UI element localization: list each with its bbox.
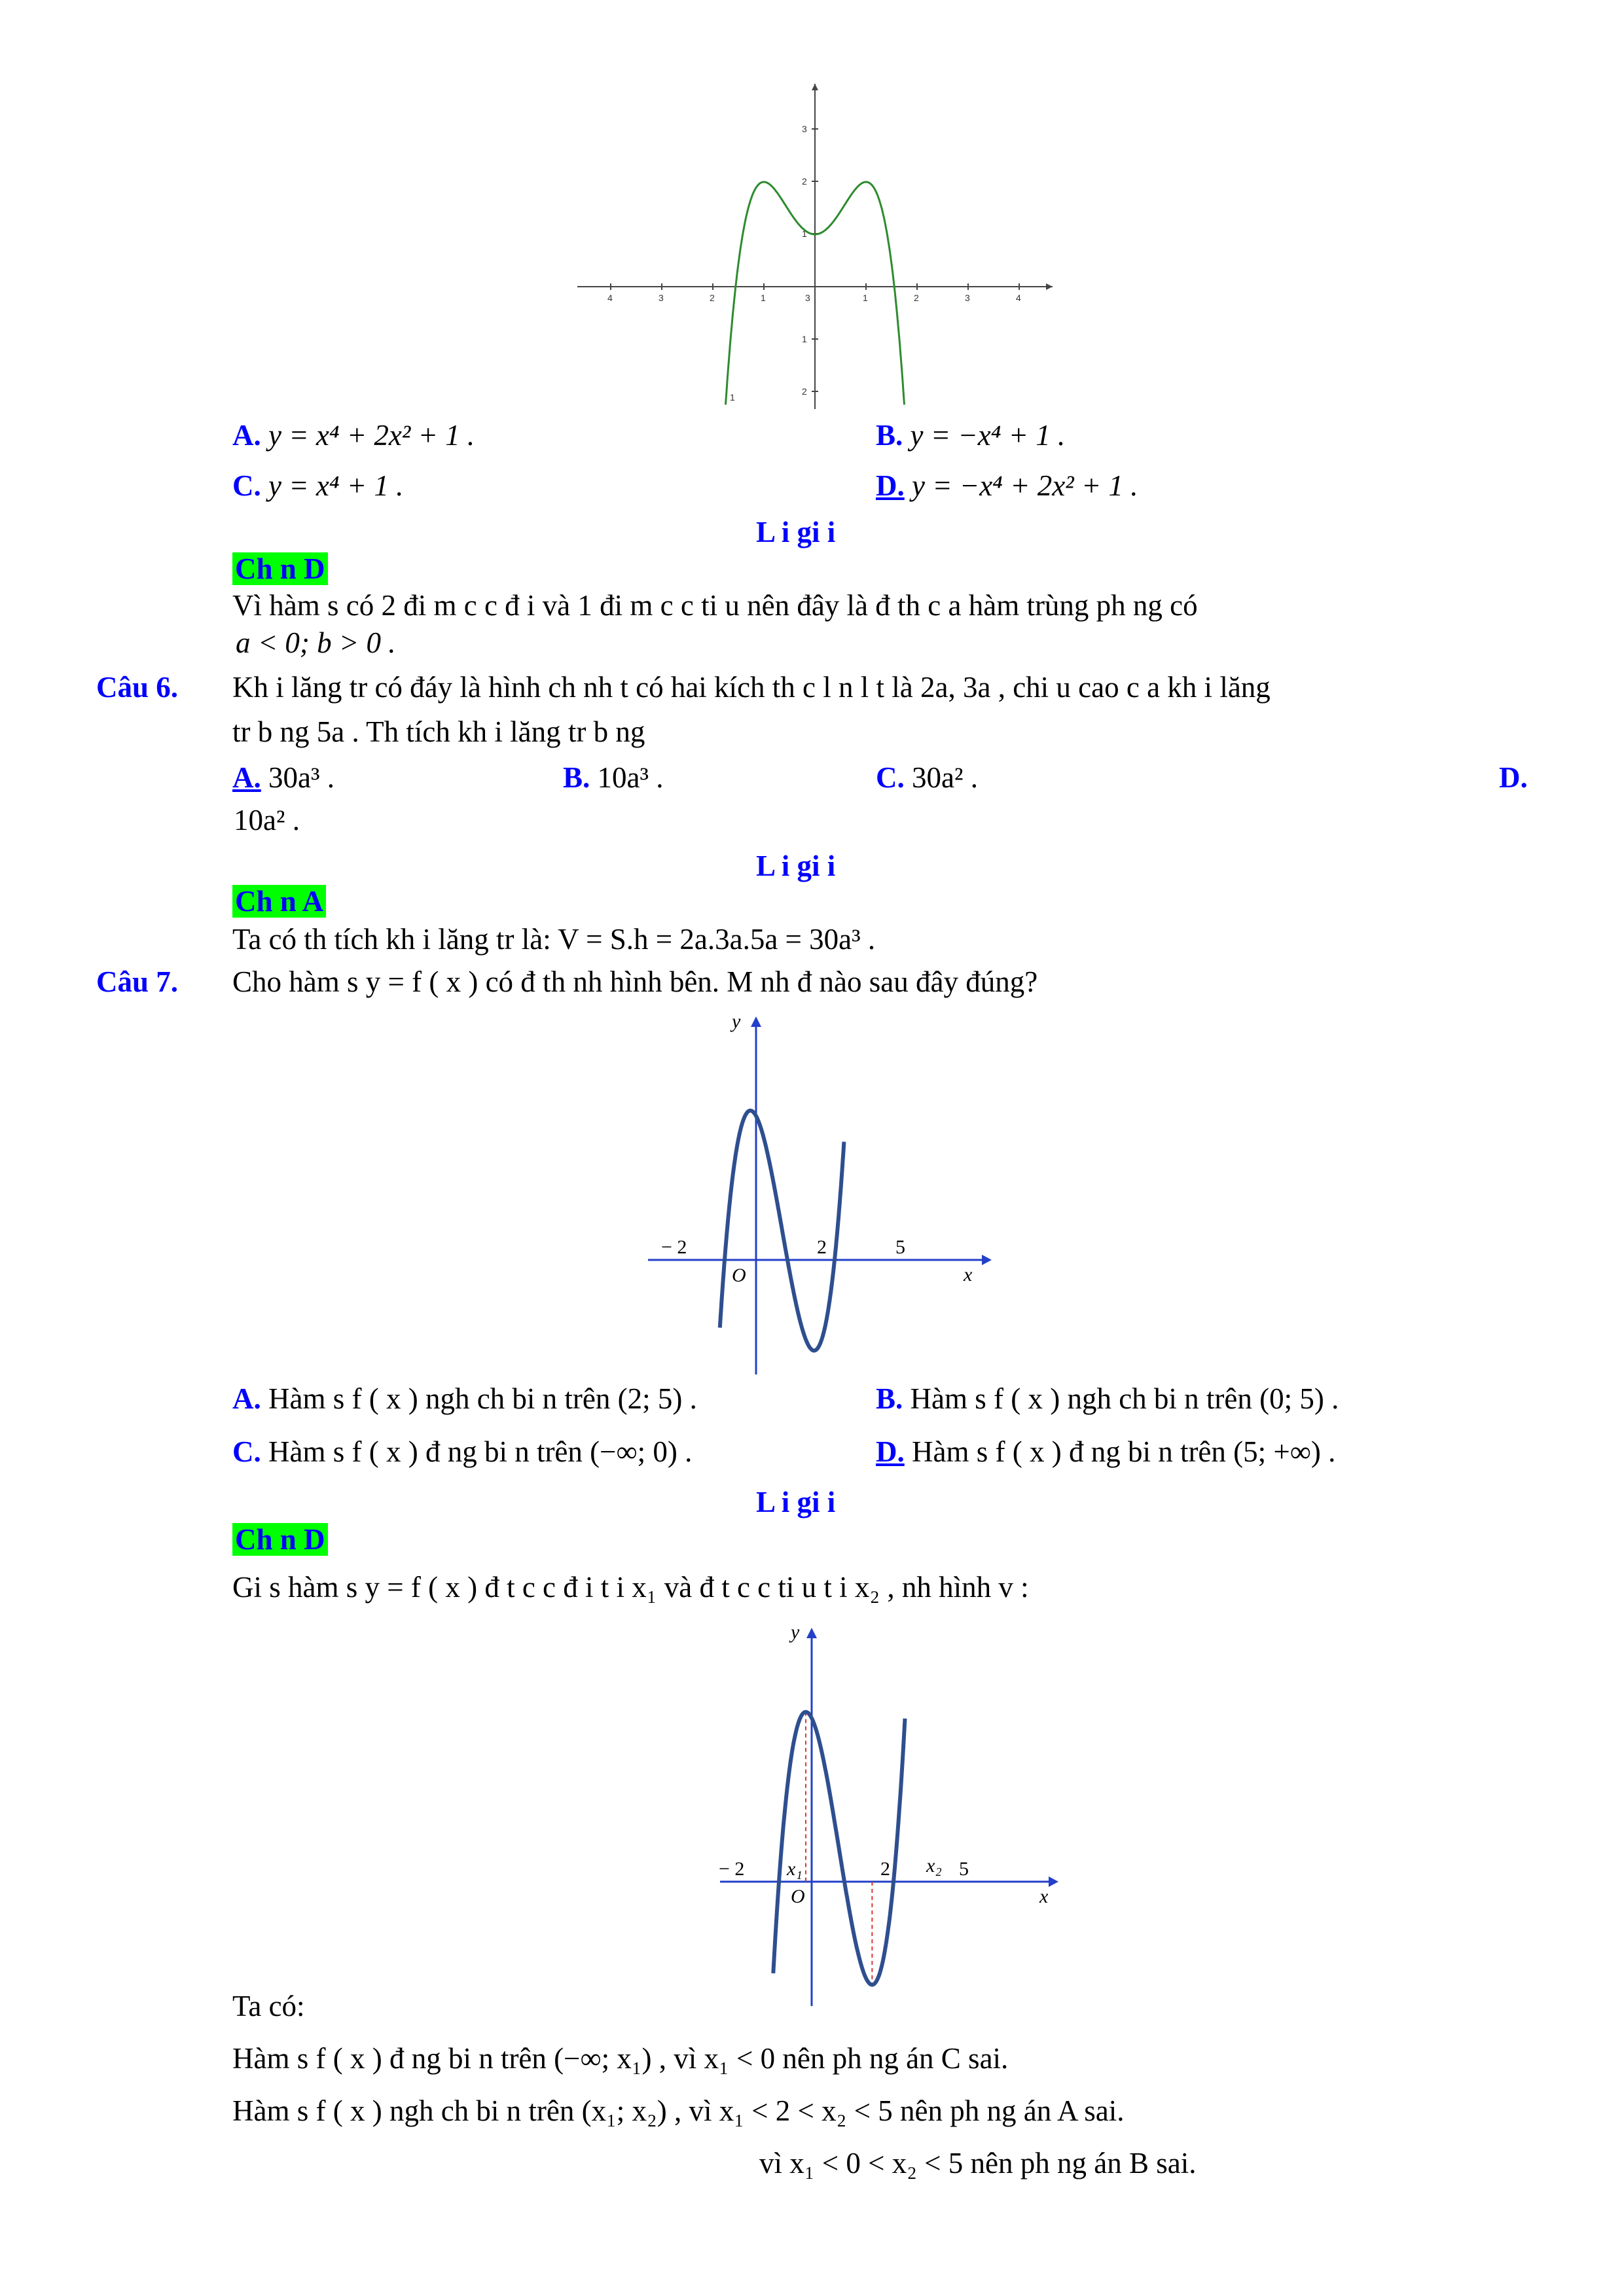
option-label: B. [876, 1382, 903, 1415]
x-tick-label: 3 [659, 293, 664, 303]
x-tick-label: 2 [710, 293, 715, 303]
q6-option-d[interactable] [1499, 761, 1528, 795]
q6-option-c[interactable] [876, 761, 978, 795]
question-text: Kh i lăng tr có đáy là hình ch nh t có hai kích th c l n l t là 2a, 3a , chi u cao c a kh i lăng [232, 671, 1271, 704]
option-label: A. [232, 419, 261, 452]
explanation-text: Gi s hàm s y = f ( x ) đ t c c đ i t i x₁ và đ t c c ti u t i x₂ , nh hình v : [232, 1571, 1029, 1604]
explanation-text: Ta có th tích kh i lăng tr là: V = S.h = 2a.3a.5a = 30a³ . [232, 923, 876, 956]
answer-choice-text: Ch n D [232, 1523, 328, 1556]
x-axis-arrow [1046, 283, 1053, 290]
explanation-text: Vì hàm s có 2 đi m c c đ i và 1 đi m c c ti u nên đây là đ th c a hàm trùng ph ng có [232, 589, 1198, 622]
option-label: C. [232, 1435, 261, 1468]
explanation-text: Hàm s f ( x ) ngh ch bi n trên (x₁; x₂) , vì x₁ < 2 < x₂ < 5 nên ph ng án A sai. [232, 2094, 1125, 2127]
solution-title: L i gi i [756, 850, 836, 882]
tick-label-2: 2 [880, 1858, 890, 1880]
x-axis-arrow [1049, 1876, 1058, 1887]
q5-option-d[interactable] [876, 469, 1138, 503]
solution-title: L i gi i [756, 516, 836, 548]
option-text: Hàm s f ( x ) đ ng bi n trên (−∞; 0) . [268, 1435, 693, 1468]
y-tick-label: 2 [802, 176, 807, 187]
x-axis-arrow [982, 1255, 992, 1265]
q7-option-b[interactable] [876, 1382, 1339, 1416]
x-tick-label: 4 [607, 293, 613, 303]
option-label: D. [1499, 761, 1528, 794]
answer-choice [232, 885, 326, 919]
tick-label-5: 5 [959, 1858, 969, 1880]
tick-label-neg2: − 2 [719, 1858, 745, 1880]
option-text: y = x⁴ + 2x² + 1 . [268, 419, 475, 452]
answer-choice [232, 552, 328, 586]
cubic-graph [641, 1011, 1008, 1378]
question-label: Câu 6. [96, 671, 179, 704]
origin-label: O [732, 1265, 746, 1286]
x-tick-label: 2 [914, 293, 919, 303]
question-text: tr b ng 5a . Th tích kh i lăng tr b ng [232, 715, 645, 748]
answer-choice-text: Ch n A [232, 885, 326, 918]
option-label: C. [876, 761, 905, 794]
x-axis-label: x [964, 1264, 973, 1285]
tick-label-2: 2 [817, 1236, 827, 1258]
x-tick-label: 1 [863, 293, 868, 303]
answer-choice-text: Ch n D [232, 552, 328, 585]
q5-option-a[interactable] [232, 419, 475, 453]
explanation-text: vì x₁ < 0 < x₂ < 5 nên ph ng án B sai. [759, 2147, 1197, 2179]
y-tick-label: 3 [802, 124, 807, 134]
question-label: Câu 7. [96, 965, 179, 998]
option-text: Hàm s f ( x ) ngh ch bi n trên (2; 5) . [268, 1382, 697, 1415]
q6-option-d-text: 10a² . [234, 804, 300, 836]
y-tick-label: 1 [802, 334, 807, 344]
option-text: y = −x⁴ + 2x² + 1 . [912, 469, 1138, 502]
explanation-text: Ta có: [232, 1990, 305, 2022]
explanation-text: Hàm s f ( x ) đ ng bi n trên (−∞; x₁) , vì x₁ < 0 nên ph ng án C sai. [232, 2042, 1009, 2075]
solution-title: L i gi i [756, 1486, 836, 1518]
y-axis-label: y [791, 1621, 800, 1643]
option-text: y = x⁴ + 1 . [268, 469, 404, 502]
cubic-curve [773, 1712, 905, 1985]
option-text: 30a³ . [268, 761, 334, 794]
x-tick-label: 3 [965, 293, 970, 303]
tick-label-x1: x₁ [787, 1858, 803, 1880]
quartic-graph [569, 79, 1067, 419]
option-label: B. [563, 761, 590, 794]
option-text: y = −x⁴ + 1 . [910, 419, 1066, 452]
explanation-text: a < 0; b > 0 . [236, 626, 396, 659]
option-label: B. [876, 419, 903, 452]
tick-label-x2: x₂ [926, 1855, 942, 1876]
q7-option-c[interactable] [232, 1435, 692, 1469]
x-tick-label: 1 [761, 293, 766, 303]
option-label: A. [232, 761, 261, 794]
origin-tick-label: 3 [805, 293, 810, 303]
tick-label-neg2: − 2 [661, 1236, 687, 1258]
y-tick-label: 2 [802, 386, 807, 397]
corner-label: 1 [730, 392, 735, 403]
x-tick-label: 4 [1016, 293, 1021, 303]
cubic-curve [720, 1111, 844, 1351]
y-axis-label: y [732, 1011, 741, 1032]
option-label: A. [232, 1382, 261, 1415]
option-label: C. [232, 469, 261, 502]
q5-option-c[interactable] [232, 469, 403, 503]
q5-option-b[interactable] [876, 419, 1065, 453]
option-text: Hàm s f ( x ) đ ng bi n trên (5; +∞) . [912, 1435, 1336, 1468]
y-tick-label: 1 [802, 228, 807, 239]
origin-label: O [791, 1886, 805, 1907]
option-text: Hàm s f ( x ) ngh ch bi n trên (0; 5) . [910, 1382, 1339, 1415]
y-axis-arrow [812, 84, 818, 90]
question-text: Cho hàm s y = f ( x ) có đ th nh hình bên. M nh đ nào sau đây đúng? [232, 965, 1038, 998]
y-axis-arrow [751, 1016, 761, 1027]
tick-label-5: 5 [895, 1236, 905, 1258]
q6-option-a[interactable] [232, 761, 334, 795]
y-axis-arrow [806, 1628, 817, 1638]
option-label: D. [876, 469, 905, 502]
option-label: D. [876, 1435, 905, 1468]
q7-option-a[interactable] [232, 1382, 697, 1416]
answer-choice [232, 1523, 328, 1557]
q7-option-d[interactable] [876, 1435, 1335, 1469]
x-axis-label: x [1039, 1886, 1049, 1907]
option-text: 30a² . [912, 761, 978, 794]
q6-option-b[interactable] [563, 761, 663, 795]
cubic-graph-annotated [713, 1620, 1080, 2013]
option-text: 10a³ . [597, 761, 664, 794]
